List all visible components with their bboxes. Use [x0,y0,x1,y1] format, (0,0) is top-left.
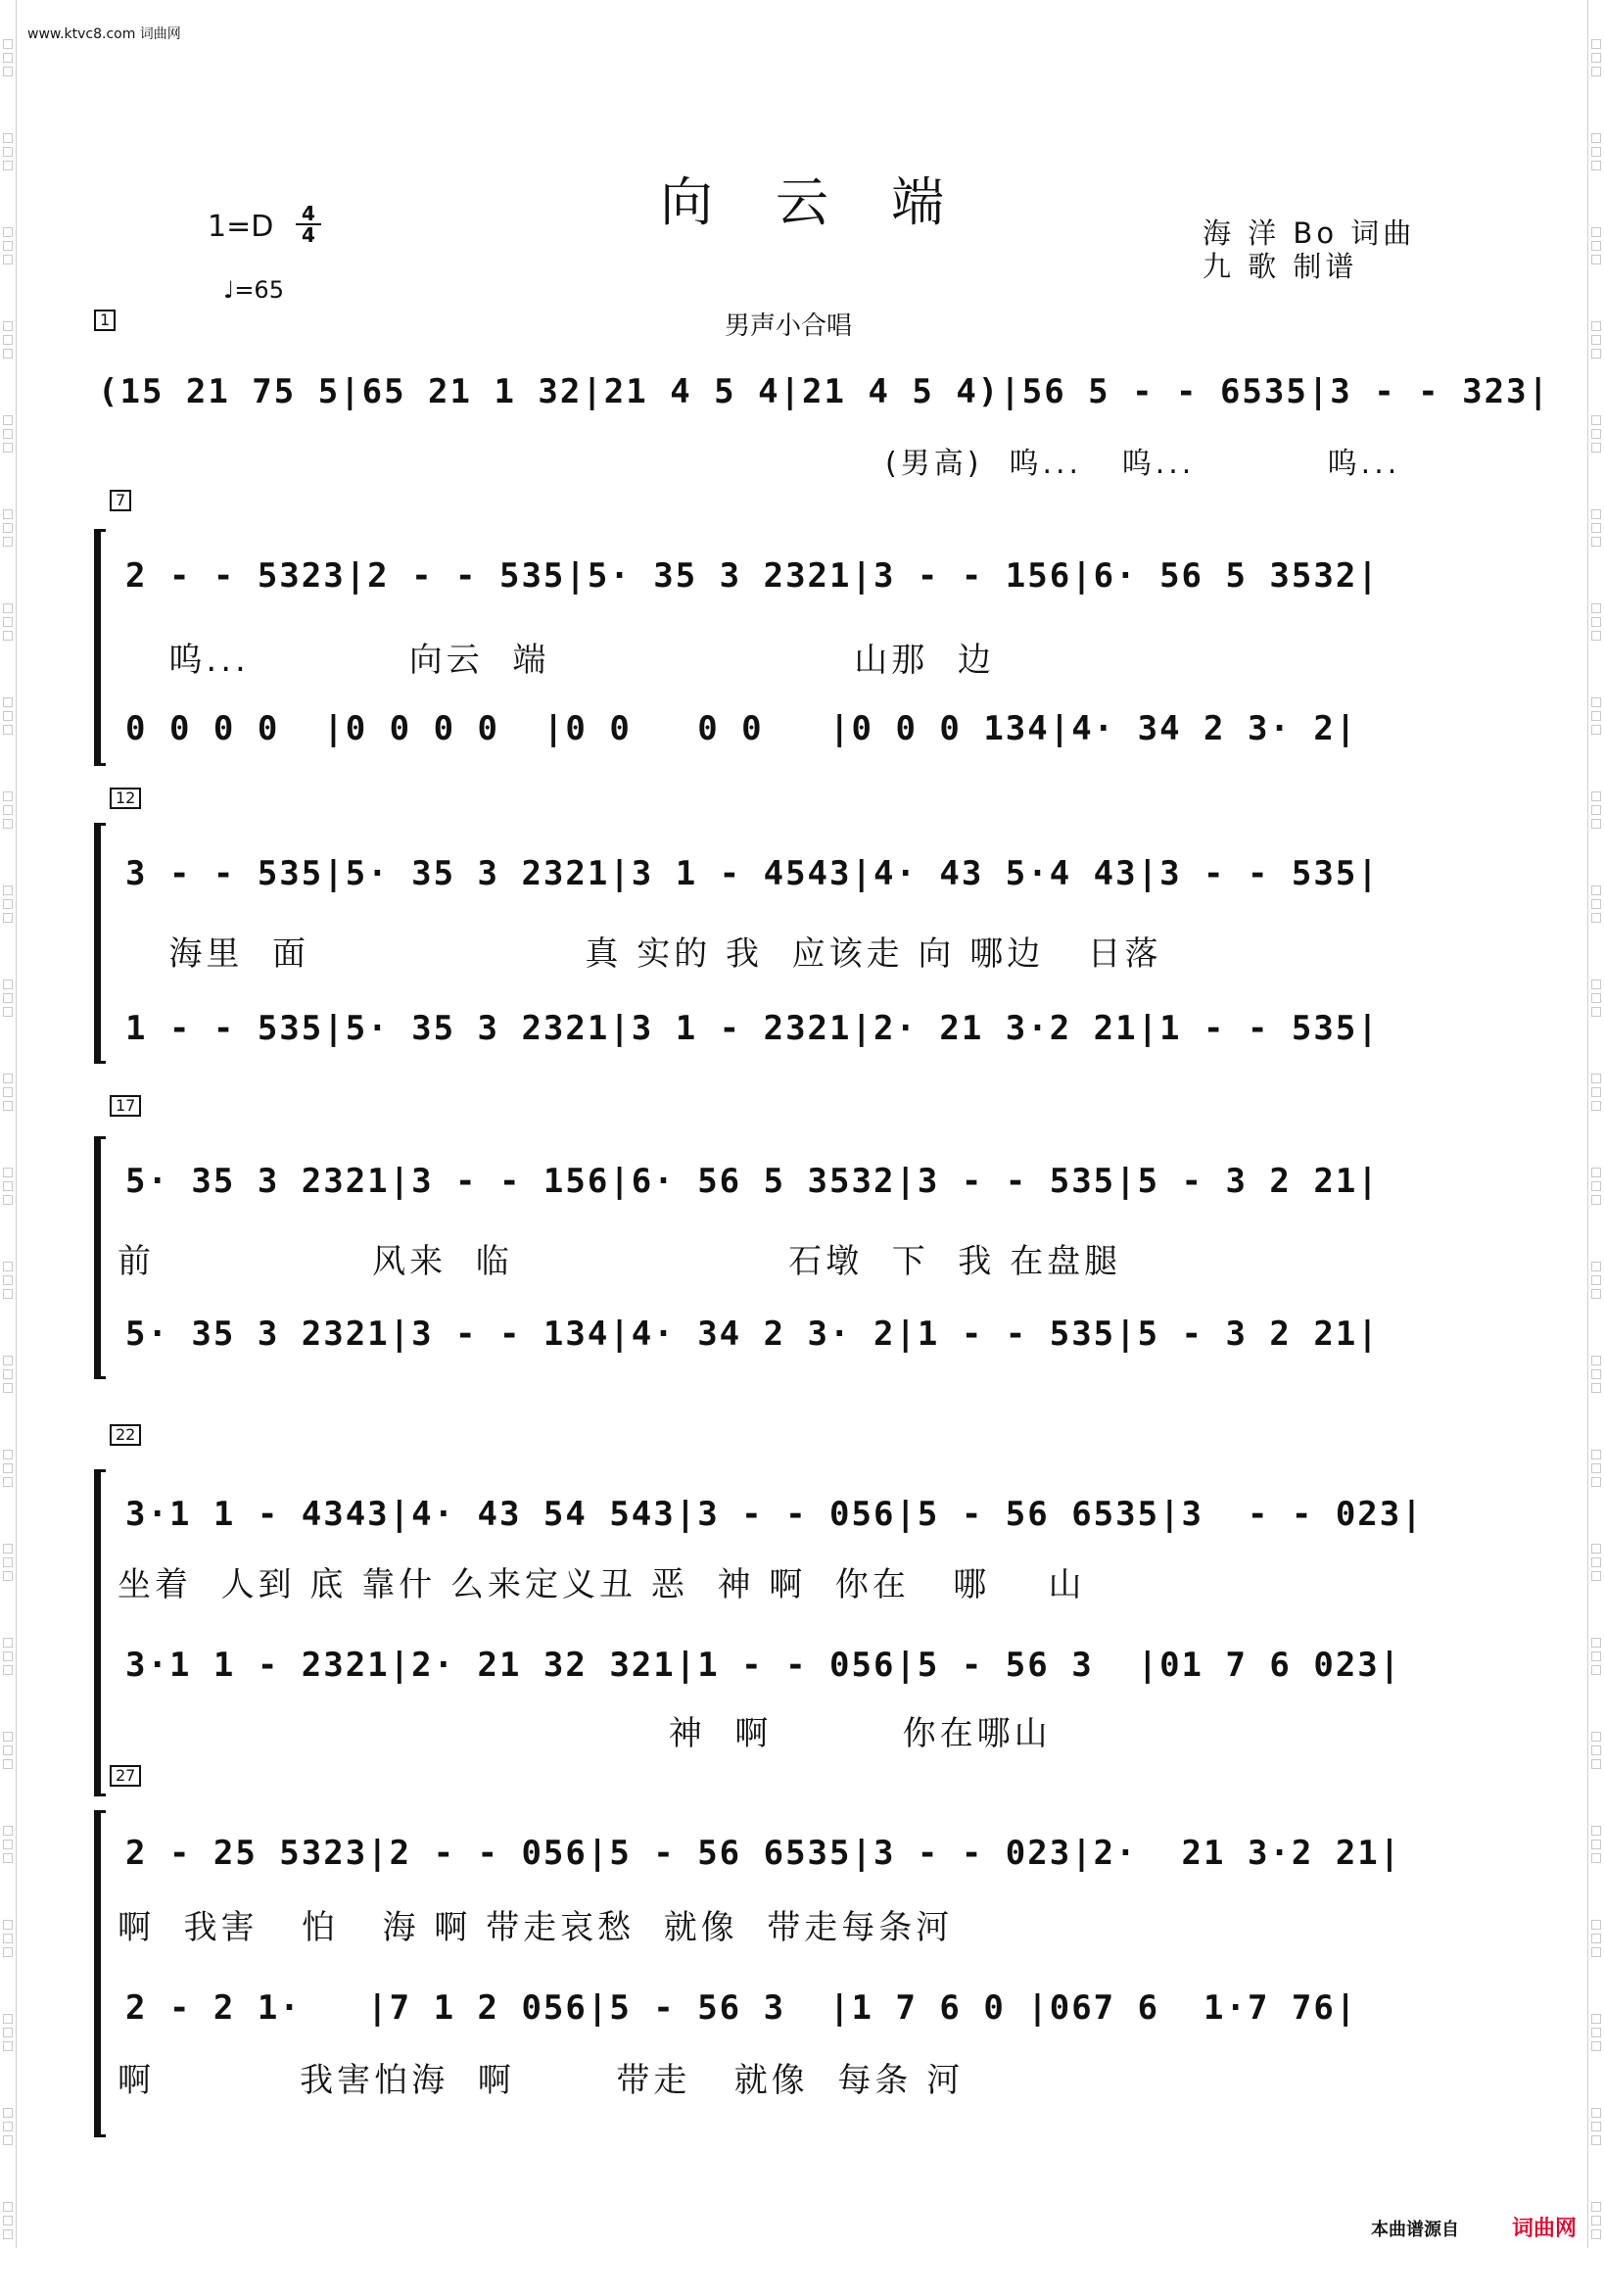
lyrics-line-upper: 啊 我害 怕 海 啊 带走哀愁 就像 带走每条河 [118,1908,954,1947]
watermark-glyph-box [3,1074,13,1083]
tempo-marking: ♩=65 [223,276,284,304]
watermark-glyph-box [3,805,13,815]
watermark-glyph-box [3,429,13,439]
system-bracket [94,529,106,766]
watermark-glyph-box [1591,241,1601,251]
watermark-glyph-box [3,1168,13,1177]
watermark-glyph-box [1591,429,1601,439]
watermark-glyph-box [3,1275,13,1285]
staff-line-lower: 2 - 2 1· |7 1 2 056|5 - 56 3 |1 7 6 0 |067 6 1·7 76| [125,1988,1358,2028]
watermark-glyph-box [1591,697,1601,707]
watermark-glyph-box [1591,885,1601,895]
watermark-glyph-box [1591,1181,1601,1191]
watermark-glyph-box [1591,1638,1601,1648]
song-title: 向云端 [660,171,1007,233]
watermark-glyph-box [3,980,13,989]
footer-source-label: 本曲谱源自 [1371,2220,1459,2240]
watermark-glyph-box [1591,617,1601,627]
watermark-glyph-box [3,2135,13,2145]
watermark-glyph-box [1591,1074,1601,1083]
watermark-glyph-box [3,2216,13,2225]
watermark-glyph-box [1591,1651,1601,1661]
arranger-credit: 九 歌 制谱 [1203,250,1358,283]
watermark-glyph-box [1591,1571,1601,1581]
watermark-glyph-box [3,791,13,801]
site-header[interactable]: www.ktvc8.com 词曲网 [27,26,181,42]
watermark-glyph-box [3,2108,13,2118]
watermark-glyph-box [3,53,13,63]
watermark-mark [1588,321,1604,415]
watermark-glyph-box [3,1369,13,1379]
watermark-glyph-box [3,1262,13,1271]
watermark-glyph-box [3,711,13,721]
watermark-glyph-box [3,697,13,707]
watermark-glyph-box [3,603,13,613]
watermark-glyph-box [3,1651,13,1661]
watermark-glyph-box [1591,147,1601,157]
system-bracket [94,1136,106,1379]
watermark-glyph-box [1591,2014,1601,2024]
watermark-glyph-box [1591,1195,1601,1205]
lyrics-line-lower: 神 啊 你在哪山 [118,1714,1052,1753]
watermark-glyph-box [3,1557,13,1567]
watermark-mark [1588,980,1604,1074]
watermark-glyph-box [3,1383,13,1393]
watermark-glyph-box [1591,631,1601,641]
watermark-glyph-box [3,321,13,331]
watermark-glyph-box [1591,1826,1601,1836]
watermark-mark [1588,697,1604,791]
watermark-mark [0,697,16,791]
watermark-glyph-box [3,1356,13,1365]
watermark-glyph-box [3,885,13,895]
watermark-glyph-box [1591,415,1601,425]
watermark-mark [1588,1920,1604,2014]
watermark-glyph-box [3,1665,13,1675]
watermark-mark [1588,603,1604,697]
watermark-glyph-box [1591,523,1601,533]
watermark-glyph-box [3,1007,13,1017]
watermark-glyph-box [3,1732,13,1742]
watermark-glyph-box [3,1195,13,1205]
watermark-glyph-box [1591,133,1601,143]
watermark-glyph-box [1591,255,1601,264]
watermark-glyph-box [1591,1356,1601,1365]
watermark-glyph-box [1591,537,1601,547]
watermark-glyph-box [3,133,13,143]
watermark-glyph-box [3,1477,13,1487]
watermark-mark [1588,1262,1604,1356]
watermark-glyph-box [1591,2202,1601,2212]
watermark-glyph-box [1591,2041,1601,2051]
watermark-glyph-box [1591,2216,1601,2225]
watermark-glyph-box [3,2202,13,2212]
watermark-mark [1588,1356,1604,1450]
watermark-glyph-box [1591,53,1601,63]
watermark-mark [0,2202,16,2296]
lyrics-line-lower: 啊 我害怕海 啊 带走 就像 每条 河 [118,2061,965,2100]
watermark-glyph-box [1591,321,1601,331]
watermark-glyph-box [3,2229,13,2239]
watermark-glyph-box [1591,805,1601,815]
lyrics-line-upper: 坐着 人到 底 靠什 么来定义丑 恶 神 啊 你在 哪 山 [118,1565,1086,1604]
watermark-glyph-box [1591,819,1601,829]
watermark-glyph-box [3,509,13,519]
watermark-glyph-box [3,1947,13,1957]
watermark-glyph-box [3,1840,13,1849]
watermark-mark [0,1262,16,1356]
watermark-glyph-box [1591,993,1601,1003]
watermark-glyph-box [1591,1934,1601,1943]
watermark-glyph-box [1591,1007,1601,1017]
right-watermark-strip [1587,0,1604,2248]
measure-number: 12 [110,788,141,809]
watermark-mark [1588,1826,1604,1920]
staff-line-upper: 2 - - 5323|2 - - 535|5· 35 3 2321|3 - - 156|6· 56 5 3532| [125,556,1380,596]
watermark-glyph-box [3,335,13,345]
watermark-glyph-box [1591,349,1601,359]
watermark-mark [1588,1074,1604,1168]
time-signature-top: 4 [296,204,321,225]
watermark-glyph-box [3,631,13,641]
watermark-mark [0,415,16,509]
watermark-glyph-box [3,39,13,49]
watermark-glyph-box [1591,2122,1601,2131]
lyricist-credit: 海 洋 Bo 词曲 [1203,216,1416,250]
watermark-glyph-box [1591,913,1601,923]
watermark-glyph-box [3,1450,13,1459]
staff-line-upper: 5· 35 3 2321|3 - - 156|6· 56 5 3532|3 - - 535|5 - 3 2 21| [125,1162,1380,1201]
lyrics-line-upper: 海里 面 真 实的 我 应该走 向 哪边 日落 [125,934,1162,974]
watermark-glyph-box [1591,899,1601,909]
watermark-glyph-box [3,1853,13,1863]
watermark-glyph-box [3,443,13,453]
watermark-mark [0,885,16,980]
watermark-mark [0,603,16,697]
lyrics-line: (男高) 呜... 呜... 呜... [885,447,1401,481]
watermark-mark [0,1450,16,1544]
watermark-glyph-box [1591,1665,1601,1675]
watermark-glyph-box [1591,725,1601,735]
watermark-mark [1588,415,1604,509]
watermark-glyph-box [1591,1463,1601,1473]
watermark-glyph-box [1591,1383,1601,1393]
watermark-mark [0,1168,16,1262]
measure-number: 27 [110,1765,141,1787]
lyrics-line-upper: 前 风来 临 石墩 下 我 在盘腿 [118,1242,1122,1281]
watermark-mark [0,980,16,1074]
watermark-glyph-box [3,1920,13,1930]
watermark-glyph-box [1591,1759,1601,1769]
watermark-glyph-box [3,1826,13,1836]
staff-line: (15 21 75 5|65 21 1 32|21 4 5 4|21 4 5 4)|56 5 - - 6535|3 - - 323| [98,372,1551,411]
watermark-glyph-box [3,255,13,264]
watermark-mark [0,1826,16,1920]
watermark-glyph-box [3,2014,13,2024]
lyrics-line-upper: 呜... 向云 端 山那 边 [125,641,995,680]
watermark-mark [0,509,16,603]
watermark-glyph-box [3,899,13,909]
system-bracket [94,1810,106,2137]
time-signature-bottom: 4 [302,223,315,247]
watermark-glyph-box [3,913,13,923]
watermark-glyph-box [1591,603,1601,613]
watermark-glyph-box [3,1638,13,1648]
watermark-glyph-box [1591,67,1601,76]
measure-number: 17 [110,1095,141,1117]
watermark-glyph-box [3,1746,13,1755]
watermark-glyph-box [3,241,13,251]
watermark-glyph-box [1591,1168,1601,1177]
watermark-mark [1588,2108,1604,2202]
time-signature [296,204,321,245]
watermark-mark [1588,1450,1604,1544]
watermark-glyph-box [3,993,13,1003]
watermark-mark [0,1544,16,1638]
footer-brand-link[interactable]: 词曲网 [1512,2217,1578,2241]
watermark-glyph-box [3,725,13,735]
watermark-glyph-box [1591,1289,1601,1299]
watermark-glyph-box [3,2028,13,2037]
watermark-glyph-box [1591,1544,1601,1554]
watermark-mark [0,1732,16,1826]
watermark-mark [1588,791,1604,885]
watermark-glyph-box [3,1934,13,1943]
watermark-mark [0,1920,16,2014]
watermark-mark [0,1638,16,1732]
watermark-mark [0,39,16,133]
watermark-glyph-box [3,617,13,627]
watermark-glyph-box [3,1759,13,1769]
watermark-glyph-box [1591,2135,1601,2145]
watermark-mark [1588,2202,1604,2296]
watermark-mark [1588,1732,1604,1826]
staff-line-upper: 3·1 1 - 4343|4· 43 54 543|3 - - 056|5 - 56 6535|3 - - 023| [125,1495,1424,1534]
watermark-glyph-box [3,2122,13,2131]
watermark-glyph-box [3,415,13,425]
watermark-glyph-box [1591,711,1601,721]
watermark-glyph-box [3,2041,13,2051]
watermark-mark [1588,509,1604,603]
watermark-mark [1588,39,1604,133]
watermark-glyph-box [3,819,13,829]
watermark-mark [0,1356,16,1450]
staff-line-lower: 1 - - 535|5· 35 3 2321|3 1 - 2321|2· 21 3·2 21|1 - - 535| [125,1009,1380,1048]
watermark-glyph-box [1591,2229,1601,2239]
staff-line-lower: 0 0 0 0 |0 0 0 0 |0 0 0 0 |0 0 0 134|4· 34 2 3· 2| [125,709,1358,748]
watermark-glyph-box [3,147,13,157]
watermark-glyph-box [3,537,13,547]
watermark-glyph-box [1591,1262,1601,1271]
staff-line-upper: 2 - 25 5323|2 - - 056|5 - 56 6535|3 - - 023|2· 21 3·2 21| [125,1834,1402,1873]
watermark-glyph-box [1591,1557,1601,1567]
watermark-mark [0,321,16,415]
watermark-glyph-box [1591,980,1601,989]
watermark-glyph-box [1591,1840,1601,1849]
watermark-glyph-box [1591,1450,1601,1459]
watermark-mark [1588,885,1604,980]
watermark-glyph-box [1591,1477,1601,1487]
watermark-mark [1588,227,1604,321]
staff-line-lower: 3·1 1 - 2321|2· 21 32 321|1 - - 056|5 - 56 3 |01 7 6 023| [125,1646,1402,1685]
watermark-glyph-box [3,1289,13,1299]
key-signature: 1=D [208,210,274,244]
staff-line-upper: 3 - - 535|5· 35 3 2321|3 1 - 4543|4· 43 5·4 43|3 - - 535| [125,854,1380,893]
watermark-glyph-box [3,523,13,533]
watermark-glyph-box [1591,1853,1601,1863]
watermark-glyph-box [3,1087,13,1097]
watermark-glyph-box [1591,443,1601,453]
watermark-glyph-box [1591,1275,1601,1285]
watermark-mark [1588,1544,1604,1638]
watermark-glyph-box [1591,1732,1601,1742]
watermark-mark [0,791,16,885]
watermark-mark [0,2014,16,2108]
voice-note: 男声小合唱 [725,311,853,341]
measure-number: 7 [110,490,131,511]
system-bracket [94,1469,106,1796]
watermark-glyph-box [3,1463,13,1473]
watermark-glyph-box [1591,1746,1601,1755]
watermark-mark [1588,1168,1604,1262]
watermark-glyph-box [1591,1101,1601,1111]
watermark-glyph-box [1591,509,1601,519]
watermark-glyph-box [1591,2108,1601,2118]
measure-number: 22 [110,1424,141,1446]
watermark-glyph-box [1591,39,1601,49]
watermark-glyph-box [3,1544,13,1554]
watermark-glyph-box [3,67,13,76]
watermark-mark [0,1074,16,1168]
watermark-glyph-box [3,1101,13,1111]
watermark-glyph-box [1591,2028,1601,2037]
watermark-glyph-box [3,1181,13,1191]
measure-number: 1 [94,310,116,331]
watermark-glyph-box [1591,791,1601,801]
watermark-mark [0,2108,16,2202]
watermark-glyph-box [1591,1369,1601,1379]
watermark-glyph-box [1591,335,1601,345]
watermark-glyph-box [3,1571,13,1581]
watermark-glyph-box [1591,1087,1601,1097]
staff-line-lower: 5· 35 3 2321|3 - - 134|4· 34 2 3· 2|1 - - 535|5 - 3 2 21| [125,1315,1380,1354]
watermark-mark [1588,2014,1604,2108]
system-bracket [94,823,106,1064]
watermark-glyph-box [1591,1920,1601,1930]
watermark-glyph-box [1591,1947,1601,1957]
watermark-glyph-box [3,349,13,359]
left-watermark-strip [0,0,17,2248]
watermark-mark [0,227,16,321]
watermark-mark [1588,1638,1604,1732]
